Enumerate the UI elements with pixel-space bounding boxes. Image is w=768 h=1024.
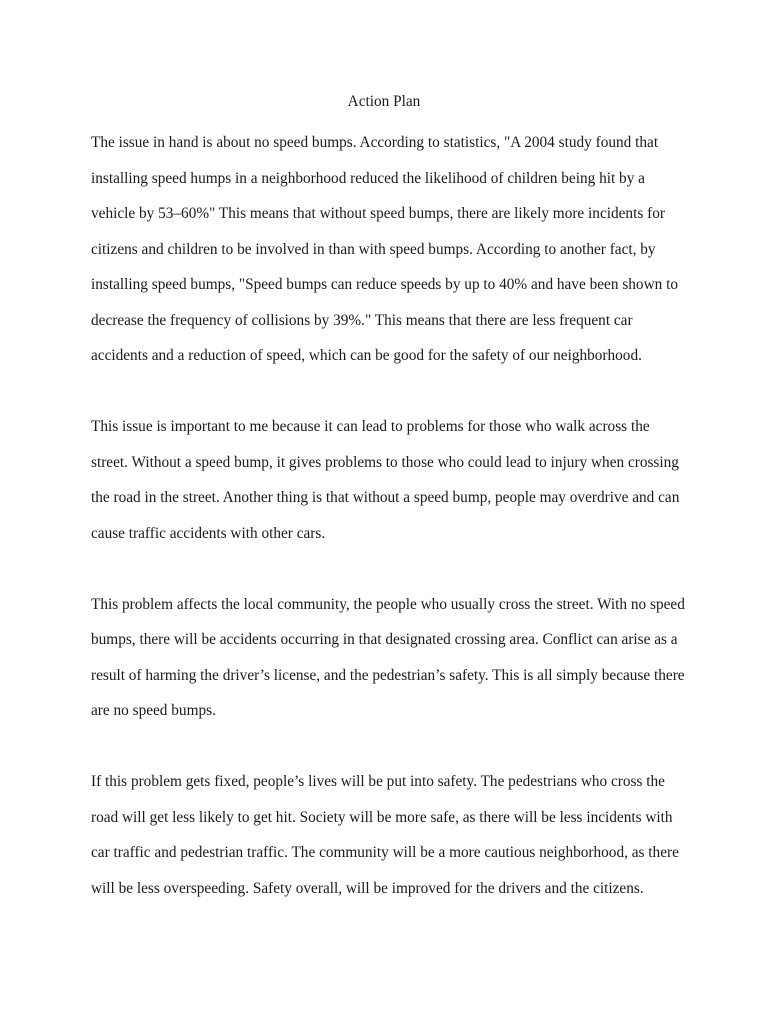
paragraph-line: decrease the frequency of collisions by 39%." This means that there are less frequent car bbox=[91, 311, 633, 329]
document-body bbox=[91, 125, 691, 942]
paragraph-line: result of harming the driver’s license, and the pedestrian’s safety. This is all simply because there bbox=[91, 666, 685, 684]
paragraph-line: the road in the street. Another thing is that without a speed bump, people may overdrive and can bbox=[91, 489, 680, 506]
paragraph-line: are no speed bumps. bbox=[91, 702, 216, 719]
paragraph-line: If this problem gets fixed, people’s lives will be put into safety. The pedestrians who cross the bbox=[91, 773, 665, 790]
paragraph-line: car traffic and pedestrian traffic. The community will be a more cautious neighborhood, as there bbox=[91, 844, 679, 861]
paragraph-line: The issue in hand is about no speed bumps. According to statistics, "A 2004 study found that bbox=[91, 134, 659, 151]
paragraph-line: installing speed bumps, "Speed bumps can reduce speeds by up to 40% and have been shown to bbox=[91, 276, 678, 293]
paragraph-line: This problem affects the local community, the people who usually cross the street. With no speed bbox=[91, 595, 685, 613]
paragraph-line: road will get less likely to get hit. Society will be more safe, as there will be less incidents with bbox=[91, 808, 673, 826]
paragraph-importance bbox=[91, 409, 691, 551]
paragraph-statistics bbox=[91, 125, 691, 374]
paragraph-line: citizens and children to be involved in than with speed bumps. According to another fact, by bbox=[91, 240, 656, 258]
paragraph-solution bbox=[91, 764, 691, 906]
paragraph-line: cause traffic accidents with other cars. bbox=[91, 524, 326, 542]
paragraph-line: This issue is important to me because it can lead to problems for those who walk across the bbox=[91, 418, 650, 435]
paragraph-line: installing speed humps in a neighborhood reduced the likelihood of children being hit by a bbox=[91, 169, 645, 187]
paragraph-line: vehicle by 53–60%" This means that without speed bumps, there are likely more incidents for bbox=[91, 205, 665, 222]
paragraph-line: bumps, there will be accidents occurring in that designated crossing area. Conflict can arise as a bbox=[91, 631, 678, 648]
paragraph-line: accidents and a reduction of speed, which can be good for the safety of our neighborhood. bbox=[91, 347, 642, 364]
paragraph-line: street. Without a speed bump, it gives problems to those who could lead to injury when crossing bbox=[91, 453, 679, 471]
paragraph-line: will be less overspeeding. Safety overall, will be improved for the drivers and the citizens. bbox=[91, 879, 644, 897]
document-title: Action Plan bbox=[347, 93, 421, 110]
paragraph-community-impact bbox=[91, 587, 691, 729]
